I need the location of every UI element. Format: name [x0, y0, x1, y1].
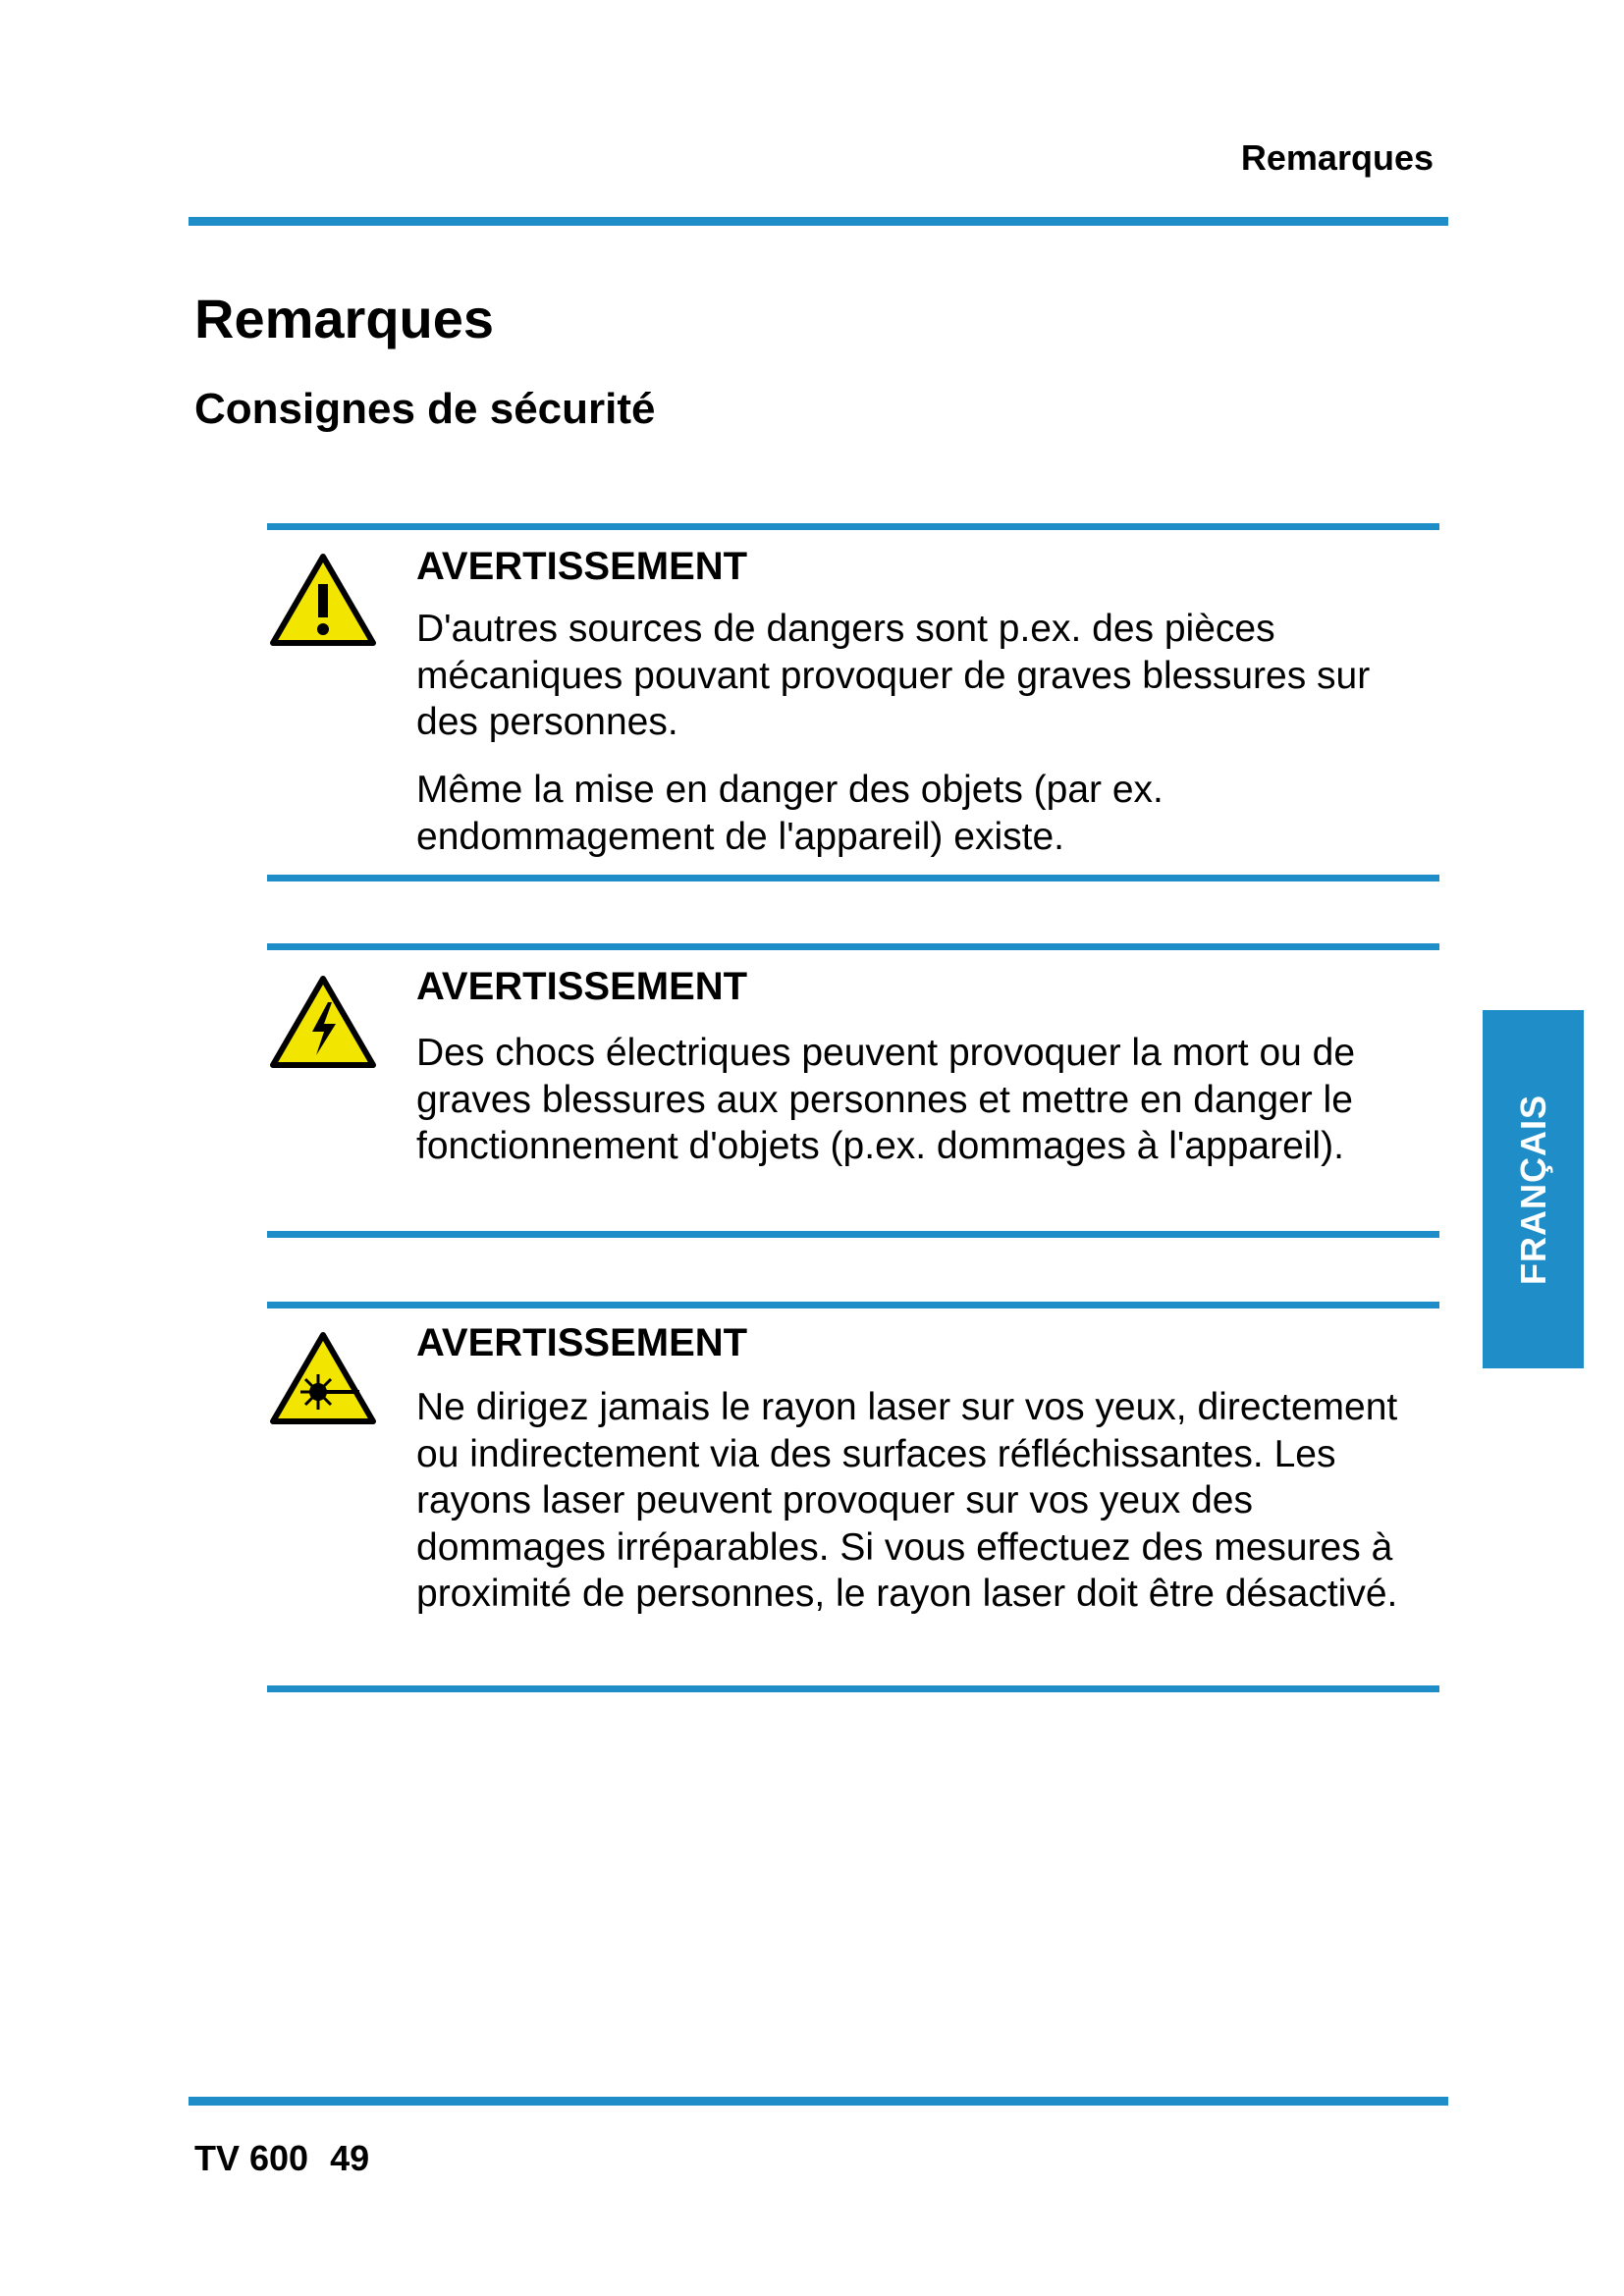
warning-top-rule	[267, 523, 1439, 530]
footer-rule	[189, 2097, 1448, 2106]
warning-heading: AVERTISSEMENT	[416, 545, 748, 588]
warning-text: Des chocs électriques peuvent provoquer la mort ou de graves blessures aux personnes et mettre en danger le fonctionnement d'objets (p.ex. dommages à l'appareil).	[416, 1032, 1356, 1167]
electric-shock-warning-icon	[269, 975, 377, 1069]
language-tab	[1483, 1010, 1584, 1368]
warning-text: Même la mise en danger des objets (par ex. endommagement de l'appareil) existe.	[416, 769, 1164, 858]
warning-box-electric	[267, 943, 1439, 1248]
page-title: Remarques	[194, 288, 495, 349]
warning-top-rule	[267, 943, 1439, 950]
warning-bottom-rule	[267, 1685, 1439, 1692]
warning-top-rule	[267, 1302, 1439, 1308]
warning-text: Ne dirigez jamais le rayon laser sur vos yeux, directement ou indirectement via des surfaces réfléchissantes. Les rayons laser peuvent provoquer sur vos yeux des dommages irréparables. Si vous effectuez des mesures à proximité de personnes, le rayon laser doit être désactivé.	[416, 1386, 1398, 1615]
page-number: 49	[330, 2138, 370, 2178]
warning-text: D'autres sources de dangers sont p.ex. des pièces mécaniques pouvant provoquer de graves blessures sur des personnes.	[416, 608, 1371, 743]
language-tab-label: FRANÇAIS	[1512, 1094, 1553, 1285]
general-warning-icon	[269, 553, 377, 647]
warning-bottom-rule	[267, 875, 1439, 881]
warning-heading: AVERTISSEMENT	[416, 965, 748, 1008]
warning-bottom-rule	[267, 1231, 1439, 1238]
header-rule	[189, 217, 1448, 226]
warning-heading: AVERTISSEMENT	[416, 1321, 748, 1364]
running-header: Remarques	[1240, 137, 1434, 178]
section-subtitle: Consignes de sécurité	[194, 385, 656, 433]
warning-box-mechanical	[267, 523, 1439, 888]
footer-model: TV 600	[194, 2138, 309, 2178]
footer	[194, 2138, 369, 2179]
warning-box-laser	[267, 1302, 1439, 1699]
laser-warning-icon	[269, 1331, 377, 1425]
